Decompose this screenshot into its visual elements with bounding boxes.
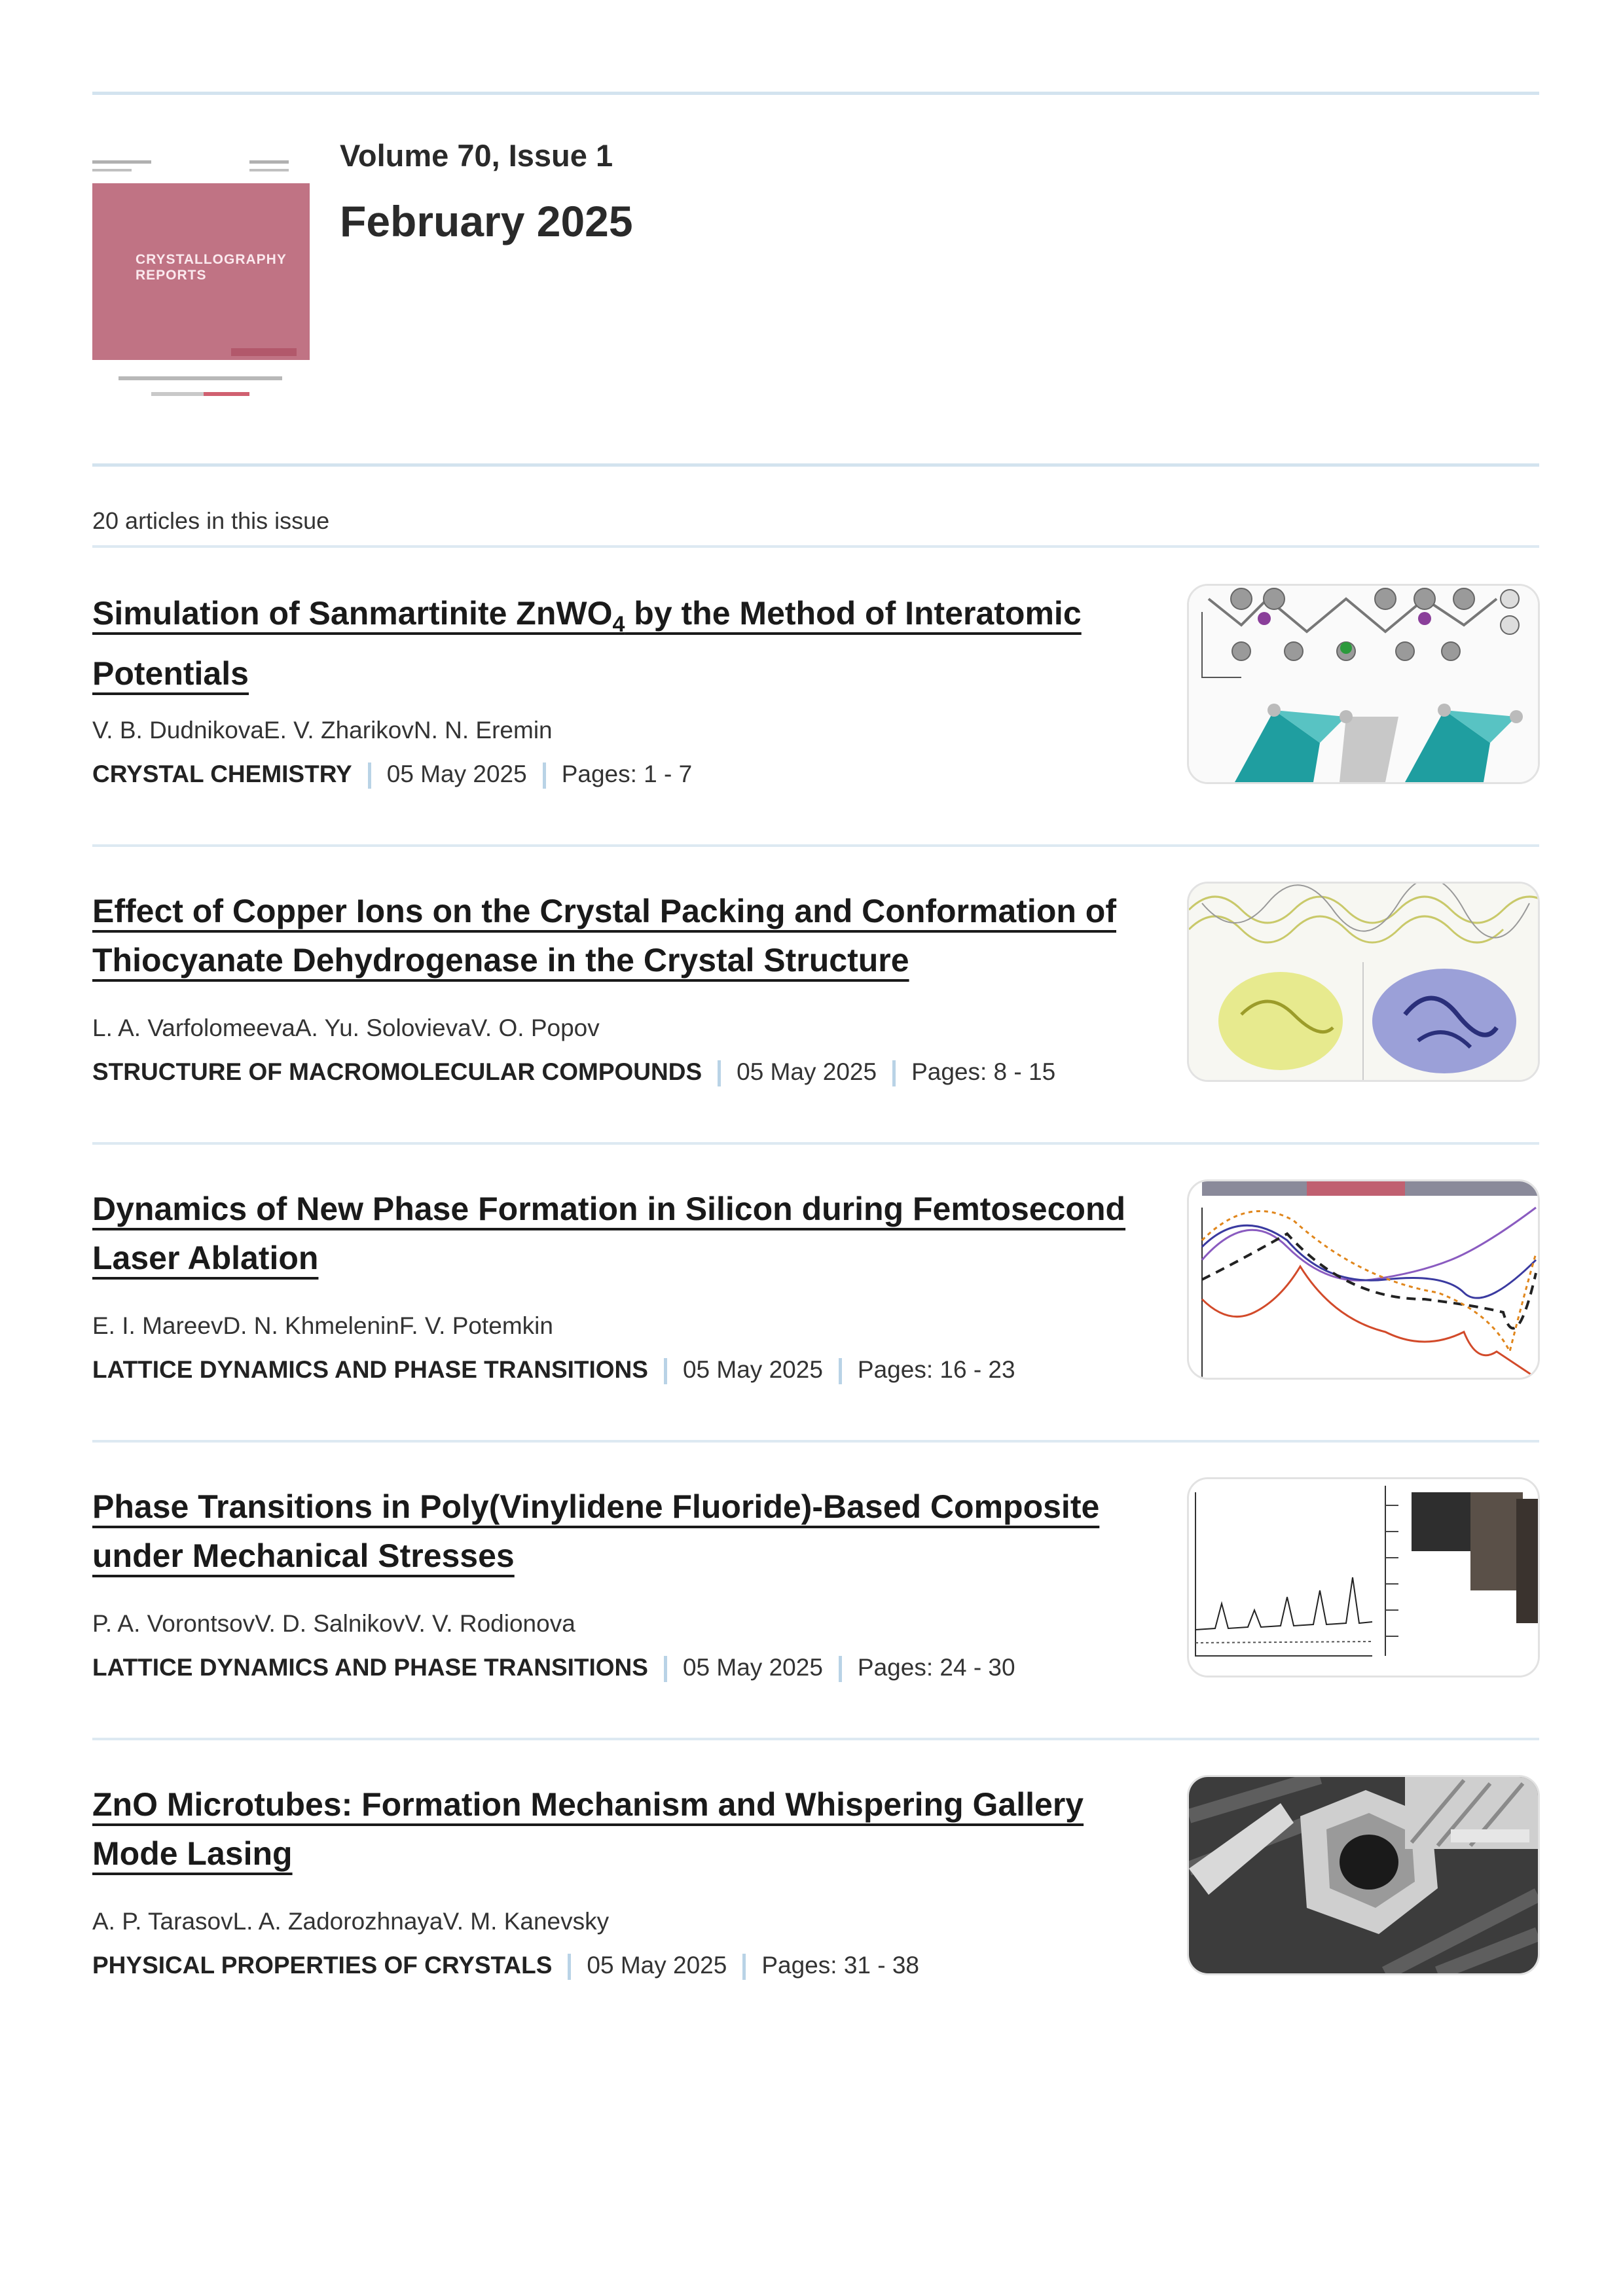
article-title-link[interactable]: ZnO Microtubes: Formation Mechanism and Whispering Gallery Mode Lasing <box>92 1786 1084 1872</box>
article-authors: A. P. TarasovL. A. ZadorozhnayaV. M. Kanevsky <box>92 1908 610 1935</box>
article-item <box>92 1780 1539 2081</box>
article-title-link[interactable]: Simulation of Sanmartinite ZnWO$_4$ by the Method of Interatomic Potentials <box>92 595 1082 692</box>
article-section: LATTICE DYNAMICS AND PHASE TRANSITIONS <box>92 1356 648 1383</box>
article-meta <box>92 1952 919 1980</box>
article-date: 05 May 2025 <box>737 1058 877 1085</box>
article-section: CRYSTAL CHEMISTRY <box>92 761 352 787</box>
count-divider <box>92 545 1539 548</box>
article-meta <box>92 761 692 789</box>
article-authors: V. B. DudnikovaE. V. ZharikovN. N. Eremin <box>92 717 553 744</box>
article-divider <box>92 1142 1539 1145</box>
article-thumbnail[interactable] <box>1187 882 1540 1082</box>
article-thumbnail[interactable] <box>1187 584 1540 784</box>
article-pages: Pages: 24 - 30 <box>857 1654 1015 1681</box>
article-thumbnail[interactable] <box>1187 1179 1540 1380</box>
article-divider <box>92 1440 1539 1443</box>
article-thumbnail[interactable] <box>1187 1477 1540 1677</box>
article-date: 05 May 2025 <box>587 1952 727 1979</box>
article-title-link[interactable]: Phase Transitions in Poly(Vinylidene Fluoride)-Based Composite under Mechanical Stresses <box>92 1488 1100 1574</box>
article-meta <box>92 1356 1015 1384</box>
article-section: PHYSICAL PROPERTIES OF CRYSTALS <box>92 1952 553 1979</box>
volume-issue: Volume 70, Issue 1 <box>340 138 613 173</box>
issue-date: February 2025 <box>340 197 633 245</box>
article-meta <box>92 1654 1015 1682</box>
article-date: 05 May 2025 <box>386 761 527 787</box>
article-pages: Pages: 1 - 7 <box>561 761 693 787</box>
article-divider <box>92 1738 1539 1740</box>
article-pages: Pages: 16 - 23 <box>857 1356 1015 1383</box>
articles-count: 20 articles in this issue <box>92 507 330 534</box>
article-date: 05 May 2025 <box>682 1654 823 1681</box>
article-authors: E. I. MareevD. N. KhmeleninF. V. Potemkin <box>92 1312 553 1339</box>
header-divider <box>92 463 1539 467</box>
article-authors: L. A. VarfolomeevaA. Yu. SolovievaV. O. Popov <box>92 1014 600 1041</box>
article-title-link[interactable]: Effect of Copper Ions on the Crystal Packing and Conformation of Thiocyanate Dehydrogenase in the Crystal Structure <box>92 893 1116 978</box>
article-meta <box>92 1058 1055 1086</box>
article-divider <box>92 844 1539 847</box>
article-pages: Pages: 8 - 15 <box>911 1058 1056 1085</box>
article-section: STRUCTURE OF MACROMOLECULAR COMPOUNDS <box>92 1058 702 1085</box>
article-pages: Pages: 31 - 38 <box>761 1952 920 1979</box>
article-section: LATTICE DYNAMICS AND PHASE TRANSITIONS <box>92 1654 648 1681</box>
article-title-link[interactable]: Dynamics of New Phase Formation in Silicon during Femtosecond Laser Ablation <box>92 1191 1126 1276</box>
article-authors: P. A. VorontsovV. D. SalnikovV. V. Rodionova <box>92 1610 575 1637</box>
journal-cover-image[interactable] <box>92 0 310 419</box>
cover-title: CRYSTALLOGRAPHY REPORTS <box>136 252 287 283</box>
article-thumbnail[interactable] <box>1187 1775 1540 1975</box>
article-date: 05 May 2025 <box>682 1356 823 1383</box>
